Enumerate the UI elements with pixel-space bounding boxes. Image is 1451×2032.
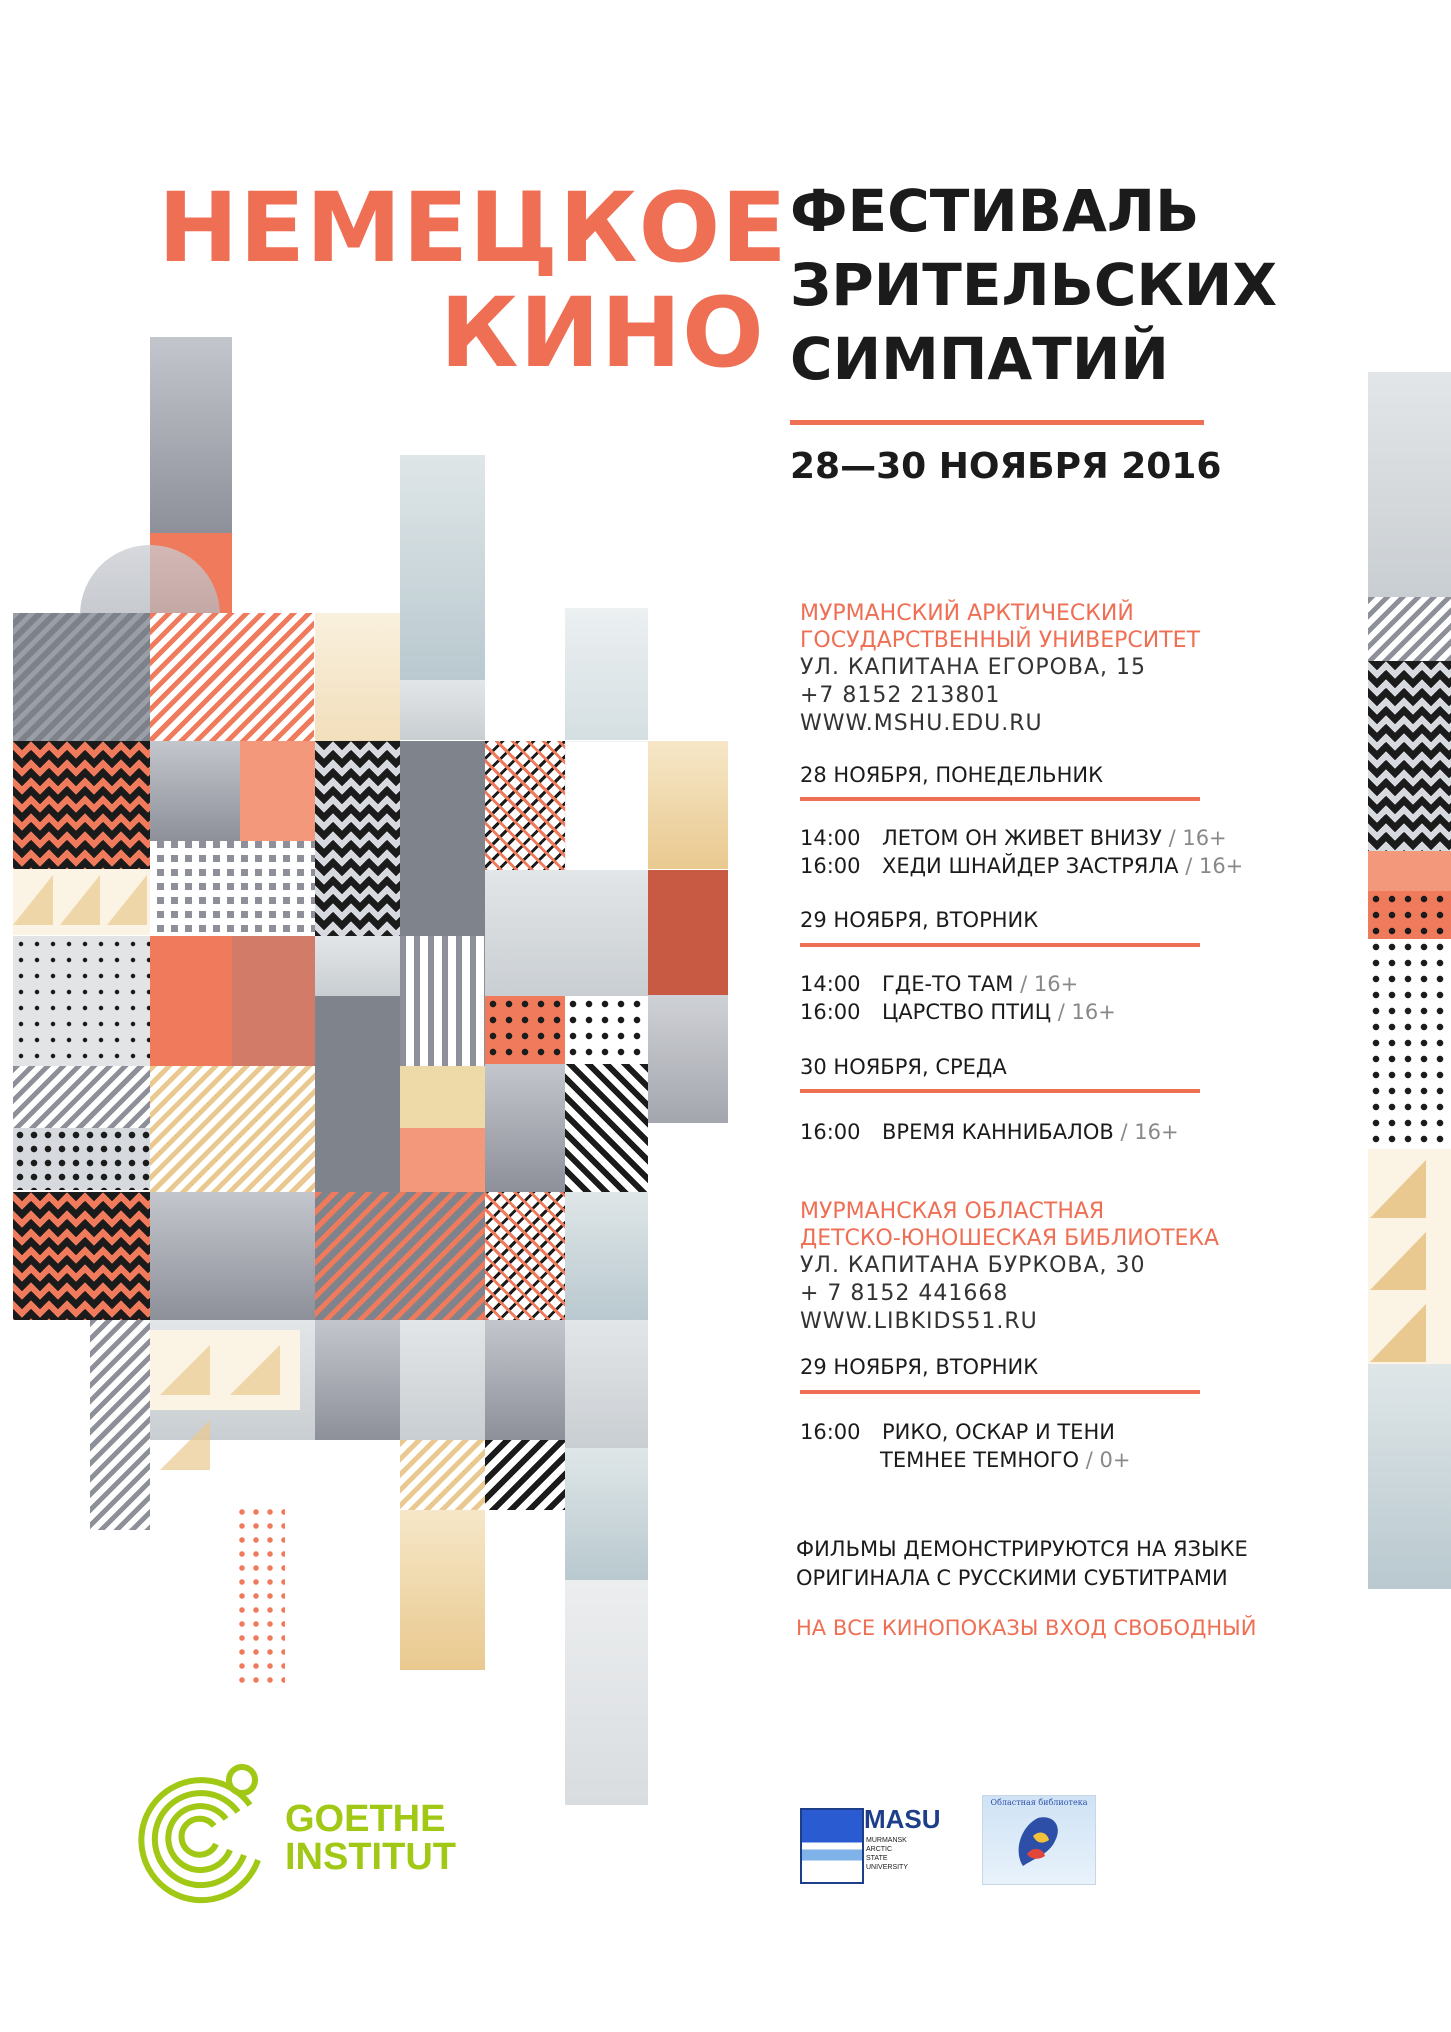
mosaic-tile [648, 995, 728, 1123]
mosaic-tile [648, 870, 728, 995]
strip-tile [1368, 372, 1451, 597]
mosaic-tile [240, 741, 315, 841]
main-title-line1: НЕМЕЦКОЕ [158, 172, 788, 284]
mosaic-tile [565, 741, 650, 871]
mosaic-tile [565, 1320, 648, 1448]
screening-continued [880, 1446, 1131, 1474]
screening-title: ГДЕ-ТО ТАМ [882, 972, 1014, 996]
mosaic-tile [565, 1580, 648, 1805]
goethe-logo [130, 1760, 460, 1910]
venue2-name-line2: ДЕТСКО-ЮНОШЕСКАЯ БИБЛИОТЕКА [800, 1226, 1220, 1251]
screening [800, 998, 1116, 1026]
mosaic-tile [400, 1066, 485, 1128]
mosaic-tile [315, 1192, 485, 1320]
venue1-name-line1: МУРМАНСКИЙ АРКТИЧЕСКИЙ [800, 601, 1134, 626]
mosaic-triangle [107, 875, 147, 925]
mosaic-tile [150, 936, 232, 1066]
venue2 [800, 1198, 1360, 1336]
subtitle-note [796, 1535, 1248, 1593]
mosaic-tile [315, 1320, 400, 1440]
mosaic-tile [565, 870, 648, 997]
mosaic-tile [13, 1192, 150, 1320]
venue1-phone: +7 8152 213801 [800, 683, 1001, 708]
day-heading: 28 НОЯБРЯ, ПОНЕДЕЛЬНИК [800, 763, 1103, 787]
screening-title: РИКО, ОСКАР И ТЕНИ [882, 1420, 1115, 1444]
venue1-website[interactable]: WWW.MSHU.EDU.RU [800, 711, 1043, 736]
screening-title: ХЕДИ ШНАЙДЕР ЗАСТРЯЛА [882, 854, 1179, 878]
mosaic-tile [565, 996, 648, 1064]
mosaic-tile [648, 741, 728, 869]
mosaic-tile [565, 1192, 648, 1320]
strip-triangle [1370, 1160, 1426, 1218]
screening-title: ЛЕТОМ ОН ЖИВЕТ ВНИЗУ [882, 826, 1162, 850]
title-divider [790, 420, 1204, 425]
mosaic-tile [150, 1192, 315, 1320]
day-divider [800, 797, 1200, 801]
mosaic-tile [150, 337, 232, 533]
masu-logo [800, 1800, 940, 1890]
day-heading: 29 НОЯБРЯ, ВТОРНИК [800, 1355, 1039, 1379]
age-rating: / 16+ [1185, 854, 1244, 878]
mosaic-tile [400, 1128, 485, 1192]
screening-time: 14:00 [800, 972, 861, 996]
masu-sub-line: MURMANSK [866, 1837, 907, 1844]
strip-tile [1368, 891, 1451, 939]
venue1-address: УЛ. КАПИТАНА ЕГОРОВА, 15 [800, 655, 1147, 680]
subtitle-line2: ЗРИТЕЛЬСКИХ [790, 251, 1278, 319]
strip-triangle [1370, 1304, 1426, 1362]
venue1 [800, 600, 1360, 738]
mosaic-tile [150, 1066, 315, 1192]
mosaic-tile [485, 870, 565, 997]
day-divider [800, 1089, 1200, 1093]
mosaic-tile [13, 741, 150, 869]
mosaic-triangle [160, 1420, 210, 1470]
strip-tile [1368, 939, 1451, 1149]
goethe-text [285, 1800, 456, 1876]
venue2-address: УЛ. КАПИТАНА БУРКОВА, 30 [800, 1253, 1146, 1278]
screening-time: 16:00 [800, 1000, 861, 1024]
strip-tile [1368, 851, 1451, 891]
screening-time: 16:00 [800, 1420, 861, 1444]
mosaic-tile [485, 1064, 565, 1192]
screening [800, 1118, 1179, 1146]
screening-time: 14:00 [800, 826, 861, 850]
mosaic-triangle [60, 875, 100, 925]
day-divider [800, 943, 1200, 947]
screening [800, 824, 1227, 852]
masu-sub-line: STATE [866, 1855, 888, 1862]
mosaic-triangle [13, 875, 53, 925]
venue2-phone: + 7 8152 441668 [800, 1281, 1009, 1306]
mosaic-tile [565, 1448, 648, 1580]
goethe-line2: INSTITUT [285, 1836, 456, 1878]
venue2-name-line1: МУРМАНСКАЯ ОБЛАСТНАЯ [800, 1199, 1105, 1224]
age-rating: / 16+ [1020, 972, 1079, 996]
subtitle-line3: СИМПАТИЙ [790, 325, 1169, 393]
subtitle-line1: ФЕСТИВАЛЬ [790, 177, 1200, 245]
masu-subtitle [866, 1836, 908, 1872]
goethe-line1: GOETHE [285, 1798, 446, 1840]
mosaic-tile [400, 680, 485, 740]
mosaic-triangle [160, 1345, 210, 1395]
age-rating: / 0+ [1085, 1448, 1131, 1472]
mosaic-tile [150, 841, 315, 936]
note-line1: ФИЛЬМЫ ДЕМОНСТРИРУЮТСЯ НА ЯЗЫКЕ [796, 1537, 1248, 1561]
screening [800, 852, 1243, 880]
masu-emblem [800, 1808, 864, 1884]
mosaic-tile [150, 741, 240, 841]
mosaic-tile [400, 1320, 485, 1440]
age-rating: / 16+ [1168, 826, 1227, 850]
strip-tile [1368, 661, 1451, 851]
mosaic-tile [13, 936, 150, 1066]
note-line2: ОРИГИНАЛА С РУССКИМИ СУБТИТРАМИ [796, 1566, 1228, 1590]
library-emblem-icon [983, 1796, 1095, 1884]
festival-dates: 28—30 НОЯБРЯ 2016 [790, 446, 1222, 487]
library-caption: Областная библиотека [990, 1798, 1088, 1807]
goethe-spiral-icon [130, 1760, 280, 1910]
strip-tile [1368, 597, 1451, 661]
mosaic-tile [565, 1064, 648, 1192]
day-heading: 29 НОЯБРЯ, ВТОРНИК [800, 908, 1039, 932]
venue2-website[interactable]: WWW.LIBKIDS51.RU [800, 1309, 1038, 1334]
main-title-line2: КИНО [440, 277, 765, 389]
mosaic-tile [315, 613, 400, 741]
mosaic-tile [315, 996, 400, 1192]
screening [800, 1418, 1115, 1446]
mosaic-tile [485, 1320, 565, 1440]
screening-time: 16:00 [800, 1120, 861, 1144]
mosaic-tile [485, 1440, 565, 1510]
day-heading: 30 НОЯБРЯ, СРЕДА [800, 1055, 1007, 1079]
masu-sub-line: ARCTIC [866, 1846, 893, 1853]
library-logo [982, 1795, 1096, 1885]
venue1-name-line2: ГОСУДАРСТВЕННЫЙ УНИВЕРСИТЕТ [800, 628, 1201, 653]
strip-triangle [1370, 1232, 1426, 1290]
screening-title: ЦАРСТВО ПТИЦ [882, 1000, 1052, 1024]
mosaic-tile [90, 1320, 150, 1530]
masu-sub-line: UNIVERSITY [866, 1864, 909, 1871]
screening-title-line2: ТЕМНЕЕ ТЕМНОГО [880, 1448, 1080, 1472]
mosaic-tile [485, 996, 565, 1064]
mosaic-tile [13, 1066, 150, 1128]
mosaic-tile [400, 455, 485, 680]
age-rating: / 16+ [1120, 1120, 1179, 1144]
mosaic-tile [565, 608, 648, 740]
mosaic-tile [400, 1510, 485, 1670]
screening-time: 16:00 [800, 854, 861, 878]
mosaic-triangle [230, 1345, 280, 1395]
strip-tile [1368, 1364, 1451, 1589]
mosaic-tile [315, 741, 400, 936]
mosaic-tile [485, 1192, 565, 1320]
age-rating: / 16+ [1057, 1000, 1116, 1024]
free-entry-note: НА ВСЕ КИНОПОКАЗЫ ВХОД СВОБОДНЫЙ [796, 1616, 1257, 1640]
day-divider [800, 1390, 1200, 1394]
mosaic-tile [400, 1440, 485, 1510]
masu-title: MASU [864, 1804, 941, 1834]
mosaic-tile [400, 741, 485, 937]
mosaic-tile [235, 1505, 285, 1685]
mosaic-tile [13, 613, 150, 741]
mosaic-tile [400, 936, 485, 1066]
mosaic-tile [232, 936, 315, 1066]
mosaic-tile [13, 1128, 150, 1190]
mosaic-tile [150, 613, 314, 741]
screening-title: ВРЕМЯ КАННИБАЛОВ [882, 1120, 1114, 1144]
screening [800, 970, 1078, 998]
mosaic-tile [315, 936, 400, 996]
